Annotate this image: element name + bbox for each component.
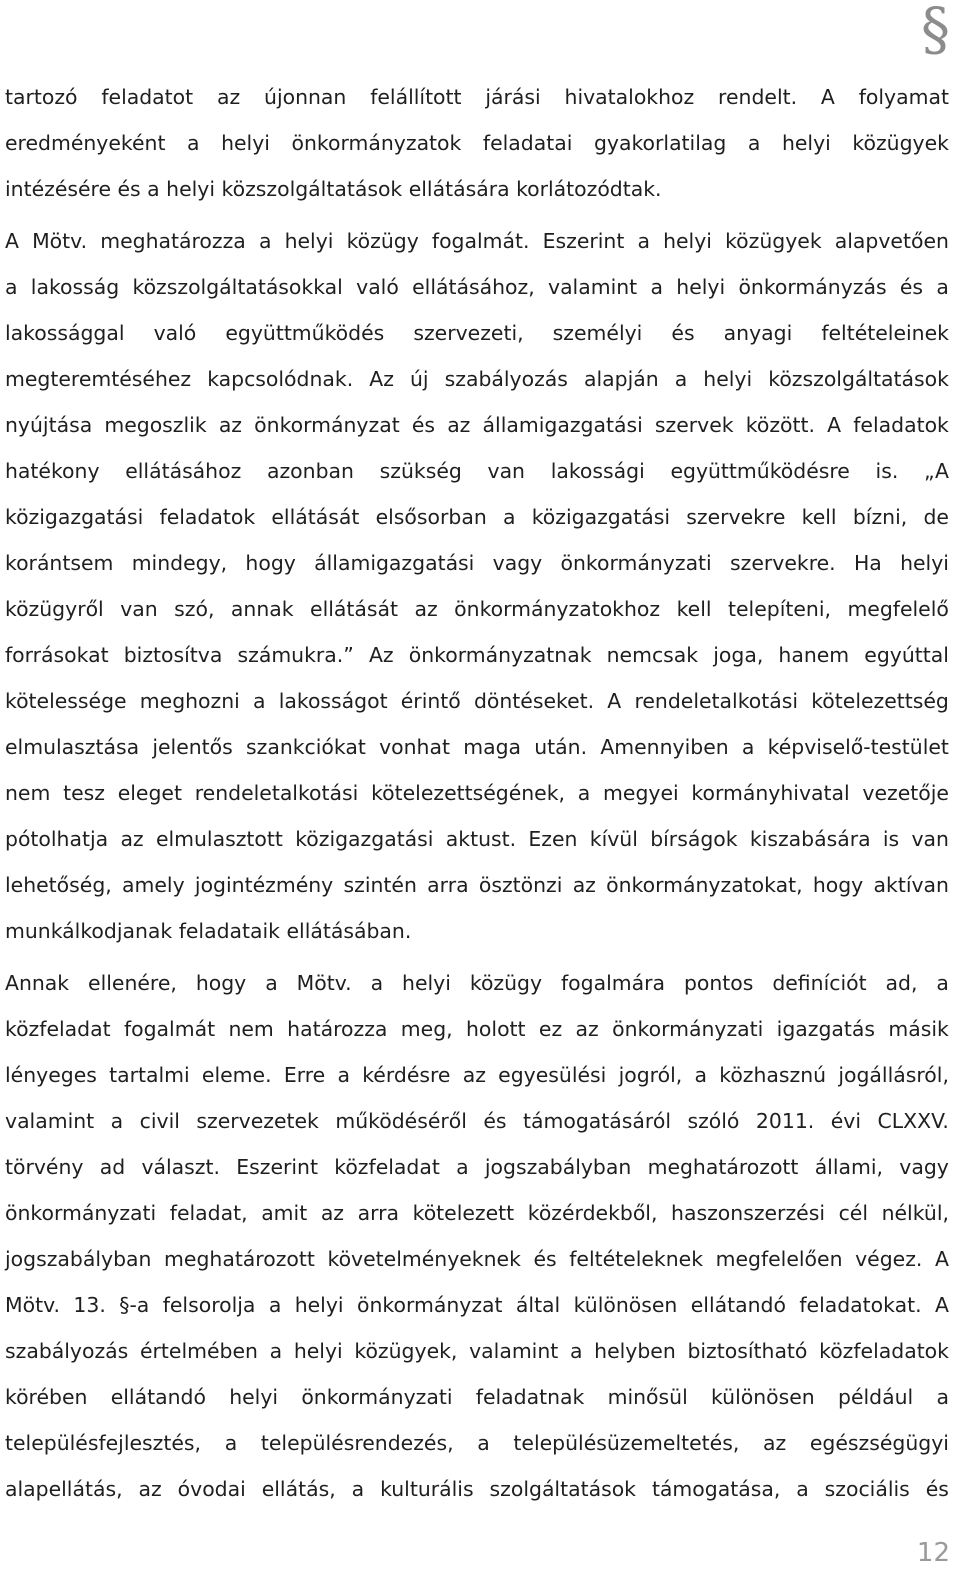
- text-line: nyújtása megoszlik az önkormányzat és az államigazgatási szervek között. A feladatok: [5, 413, 949, 437]
- text-line: lakossággal való együttműködés szervezeti, személyi és anyagi feltételeinek: [5, 321, 949, 345]
- page-number: 12: [916, 1538, 950, 1568]
- section-symbol-icon: §: [921, 0, 950, 63]
- text-line: településfejlesztés, a településrendezés, a településüzemeltetés, az egészségügyi: [5, 1431, 949, 1455]
- document-body: [5, 74, 949, 1512]
- text-line: a lakosság közszolgáltatásokkal való ellátásához, valamint a helyi önkormányzás és a: [5, 275, 949, 299]
- text-line: korántsem mindegy, hogy államigazgatási vagy önkormányzati szervekre. Ha helyi: [5, 551, 949, 575]
- text-line: megteremtéséhez kapcsolódnak. Az új szabályozás alapján a helyi közszolgáltatások: [5, 367, 949, 391]
- text-line: körében ellátandó helyi önkormányzati feladatnak minősül különösen például a: [5, 1385, 949, 1409]
- text-line: önkormányzati feladat, amit az arra kötelezett közérdekből, haszonszerzési cél nélkül,: [5, 1201, 949, 1225]
- text-line: elmulasztása jelentős szankciókat vonhat maga után. Amennyiben a képviselő-testület: [5, 735, 949, 759]
- text-line: nem tesz eleget rendeletalkotási kötelezettségének, a megyei kormányhivatal vezetője: [5, 781, 949, 805]
- text-line: Annak ellenére, hogy a Mötv. a helyi közügy fogalmára pontos definíciót ad, a: [5, 971, 949, 995]
- text-line: alapellátás, az óvodai ellátás, a kulturális szolgáltatások támogatása, a szociális és: [5, 1477, 949, 1501]
- text-line: közügyről van szó, annak ellátását az önkormányzatokhoz kell telepíteni, megfelelő: [5, 597, 949, 621]
- text-line: tartozó feladatot az újonnan felállított járási hivatalokhoz rendelt. A folyamat: [5, 85, 949, 109]
- text-line: kötelessége meghozni a lakosságot érintő döntéseket. A rendeletalkotási kötelezettség: [5, 689, 949, 713]
- text-line: hatékony ellátásához azonban szükség van lakossági együttműködésre is. „A: [5, 459, 949, 483]
- text-line: intézésére és a helyi közszolgáltatások ellátására korlátozódtak.: [5, 177, 662, 201]
- text-line: forrásokat biztosítva számukra.” Az önkormányzatnak nemcsak joga, hanem egyúttal: [5, 643, 949, 667]
- text-line: A Mötv. meghatározza a helyi közügy fogalmát. Eszerint a helyi közügyek alapvetően: [5, 229, 949, 253]
- text-line: jogszabályban meghatározott követelményeknek és feltételeknek megfelelően végez. A: [5, 1247, 949, 1271]
- text-line: szabályozás értelmében a helyi közügyek, valamint a helyben biztosítható közfeladatok: [5, 1339, 949, 1363]
- text-line: valamint a civil szervezetek működéséről és támogatásáról szóló 2011. évi CLXXV.: [5, 1109, 949, 1133]
- text-line: Mötv. 13. §-a felsorolja a helyi önkormányzat által különösen ellátandó feladatokat. A: [5, 1293, 949, 1317]
- text-line: törvény ad választ. Eszerint közfeladat a jogszabályban meghatározott állami, vagy: [5, 1155, 949, 1179]
- text-line: eredményeként a helyi önkormányzatok feladatai gyakorlatilag a helyi közügyek: [5, 131, 949, 155]
- text-line: közfeladat fogalmát nem határozza meg, holott ez az önkormányzati igazgatás másik: [5, 1017, 949, 1041]
- text-line: pótolhatja az elmulasztott közigazgatási aktust. Ezen kívül bírságok kiszabására is van: [5, 827, 949, 851]
- text-line: munkálkodjanak feladataik ellátásában.: [5, 919, 412, 943]
- text-line: lehetőség, amely jogintézmény szintén arra ösztönzi az önkormányzatokat, hogy aktívan: [5, 873, 949, 897]
- text-line: közigazgatási feladatok ellátását elsősorban a közigazgatási szervekre kell bízni, de: [5, 505, 949, 529]
- text-line: lényeges tartalmi eleme. Erre a kérdésre az egyesülési jogról, a közhasznú jogállásról,: [5, 1063, 949, 1087]
